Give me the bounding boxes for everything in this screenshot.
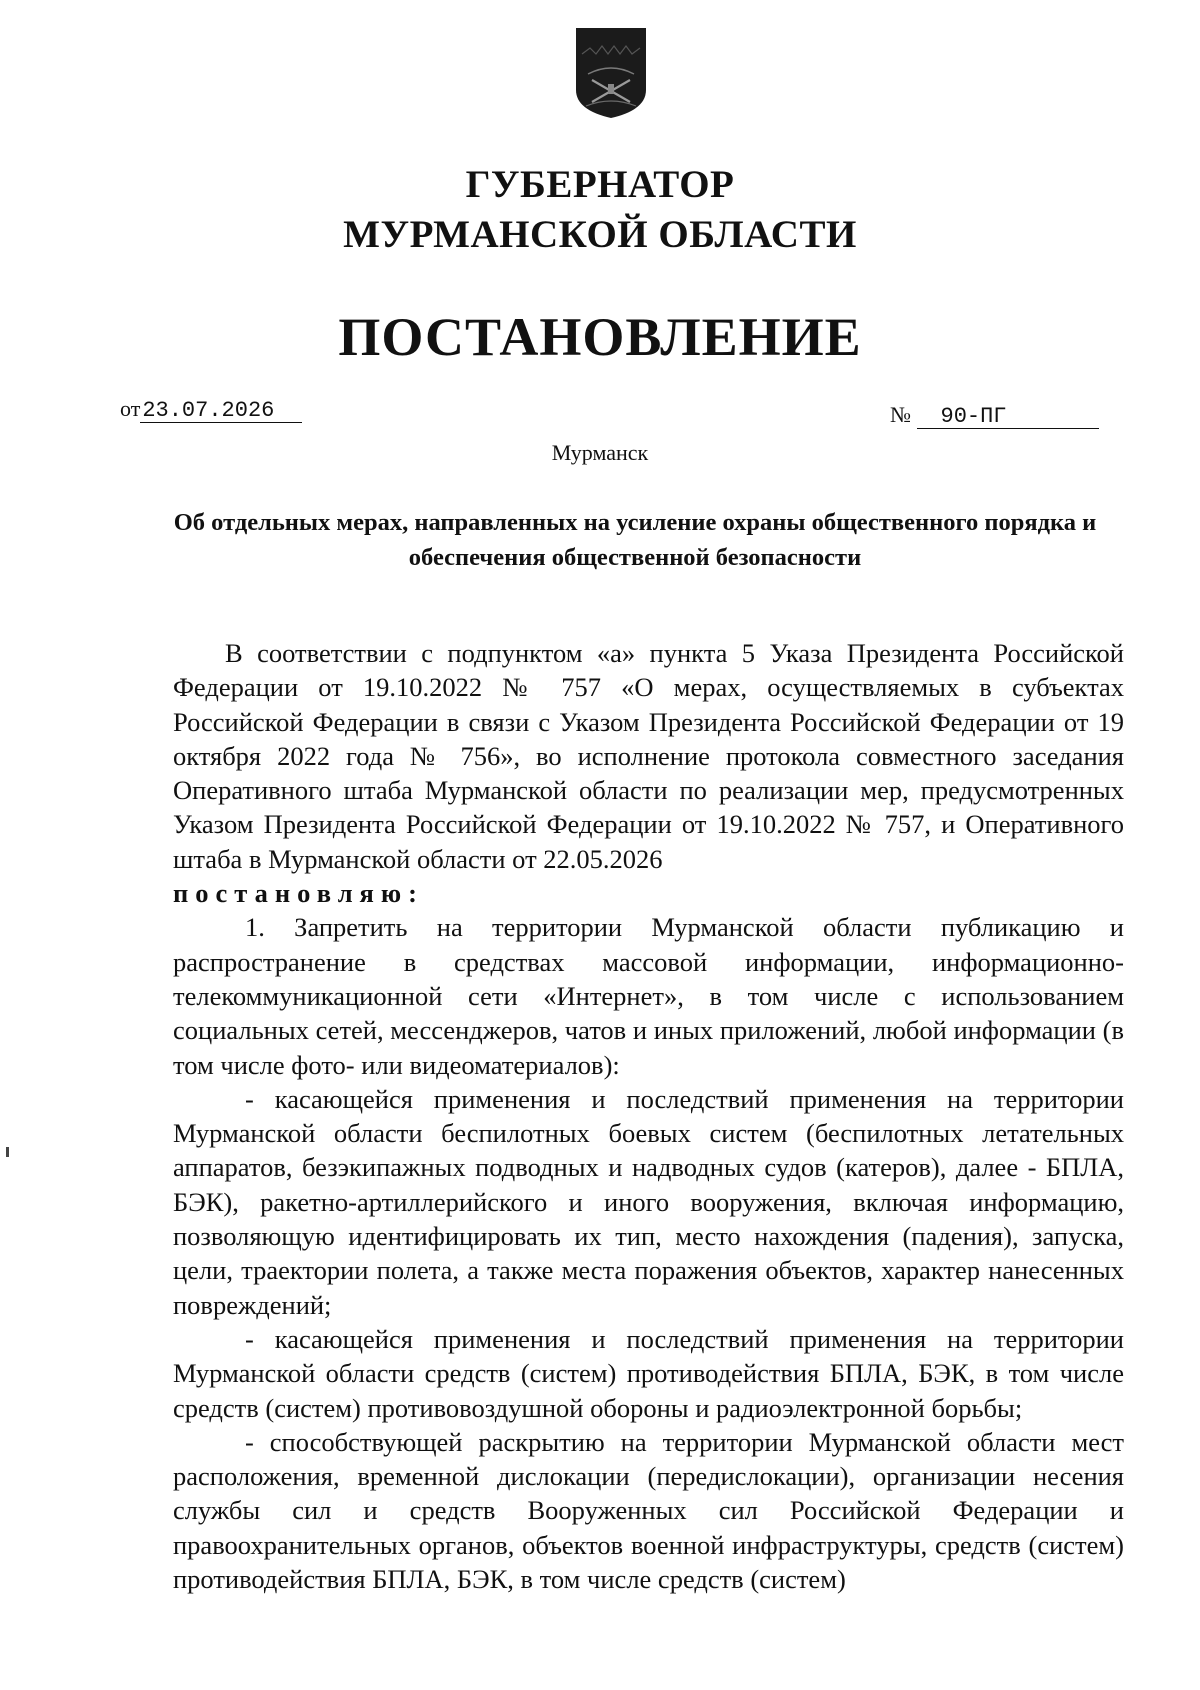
dash-item-2: - касающейся применения и последствий применения на территории Мурманской области средств (систем) противодействия БПЛА, БЭК, в том числе средств (систем) противовоздушной обороны и радиоэлектронной борьбы; — [173, 1323, 1124, 1423]
decree-word: постановляю: — [173, 878, 424, 909]
dash-item-1: - касающейся применения и последствий применения на территории Мурманской области беспилотных боевых систем (беспилотных летательных аппаратов, безэкипажных подводных и надводных судов (катеров), далее - БПЛА, БЭК), ракетно-артиллерийского и иного вооружения, включая информацию, позволяющую идентифицировать их тип, место нахождения (падения), запуска, цели, траектории полета, а также места поражения объектов, характер нанесенных повреждений; — [173, 1083, 1124, 1320]
scan-margin-mark — [6, 1147, 9, 1157]
coat-of-arms-icon — [572, 24, 650, 120]
item-1-paragraph: 1. Запретить на территории Мурманской области публикацию и распространение в средствах массовой информации, информационно-телекоммуникационной сети «Интернет», в том числе с использованием социальных сетей, мессенджеров, чатов и иных приложений, любой информации (в том числе фото- или видеоматериалов): — [173, 912, 1124, 1080]
dash-item-3: - способствующей раскрытию на территории Мурманской области мест расположения, временной дислокации (передислокации), организации несения службы сил и средств Вооруженных сил Российской Федерации и правоохранительных органов, объектов военной инфраструктуры, средств (систем) противодействия БПЛА, БЭК, в том числе средств (систем) — [173, 1426, 1124, 1595]
document-title: Об отдельных мерах, направленных на усиление охраны общественного порядка и обеспечения общественной безопасности — [173, 509, 1097, 571]
authority-title-line2: МУРМАНСКОЙ ОБЛАСТИ — [343, 213, 857, 256]
number-value: 90-ПГ — [917, 406, 1099, 429]
number-prefix: № — [890, 402, 911, 427]
city-label: Мурманск — [551, 440, 649, 465]
document-body — [173, 636, 1124, 1596]
number-field — [890, 402, 1099, 429]
date-field — [120, 396, 302, 423]
date-value: 23.07.2026 — [140, 400, 302, 423]
preamble-paragraph: В соответствии с подпунктом «а» пункта 5 Указа Президента Российской Федерации от 19.10.2022 № 757 «О мерах, осуществляемых в субъектах Российской Федерации в связи с Указом Президента Российской Федерации от 19 октября 2022 года № 756», во исполнение протокола совместного заседания Оперативного штаба Мурманской области по реализации мер, предусмотренных Указом Президента Российской Федерации от 19.10.2022 № 757, и Оперативного штаба в Мурманской области от 22.05.2026 — [173, 638, 1124, 874]
document-type-heading: ПОСТАНОВЛЕНИЕ — [338, 307, 862, 367]
authority-title-line1: ГУБЕРНАТОР — [465, 163, 735, 206]
date-prefix: от — [120, 396, 141, 421]
